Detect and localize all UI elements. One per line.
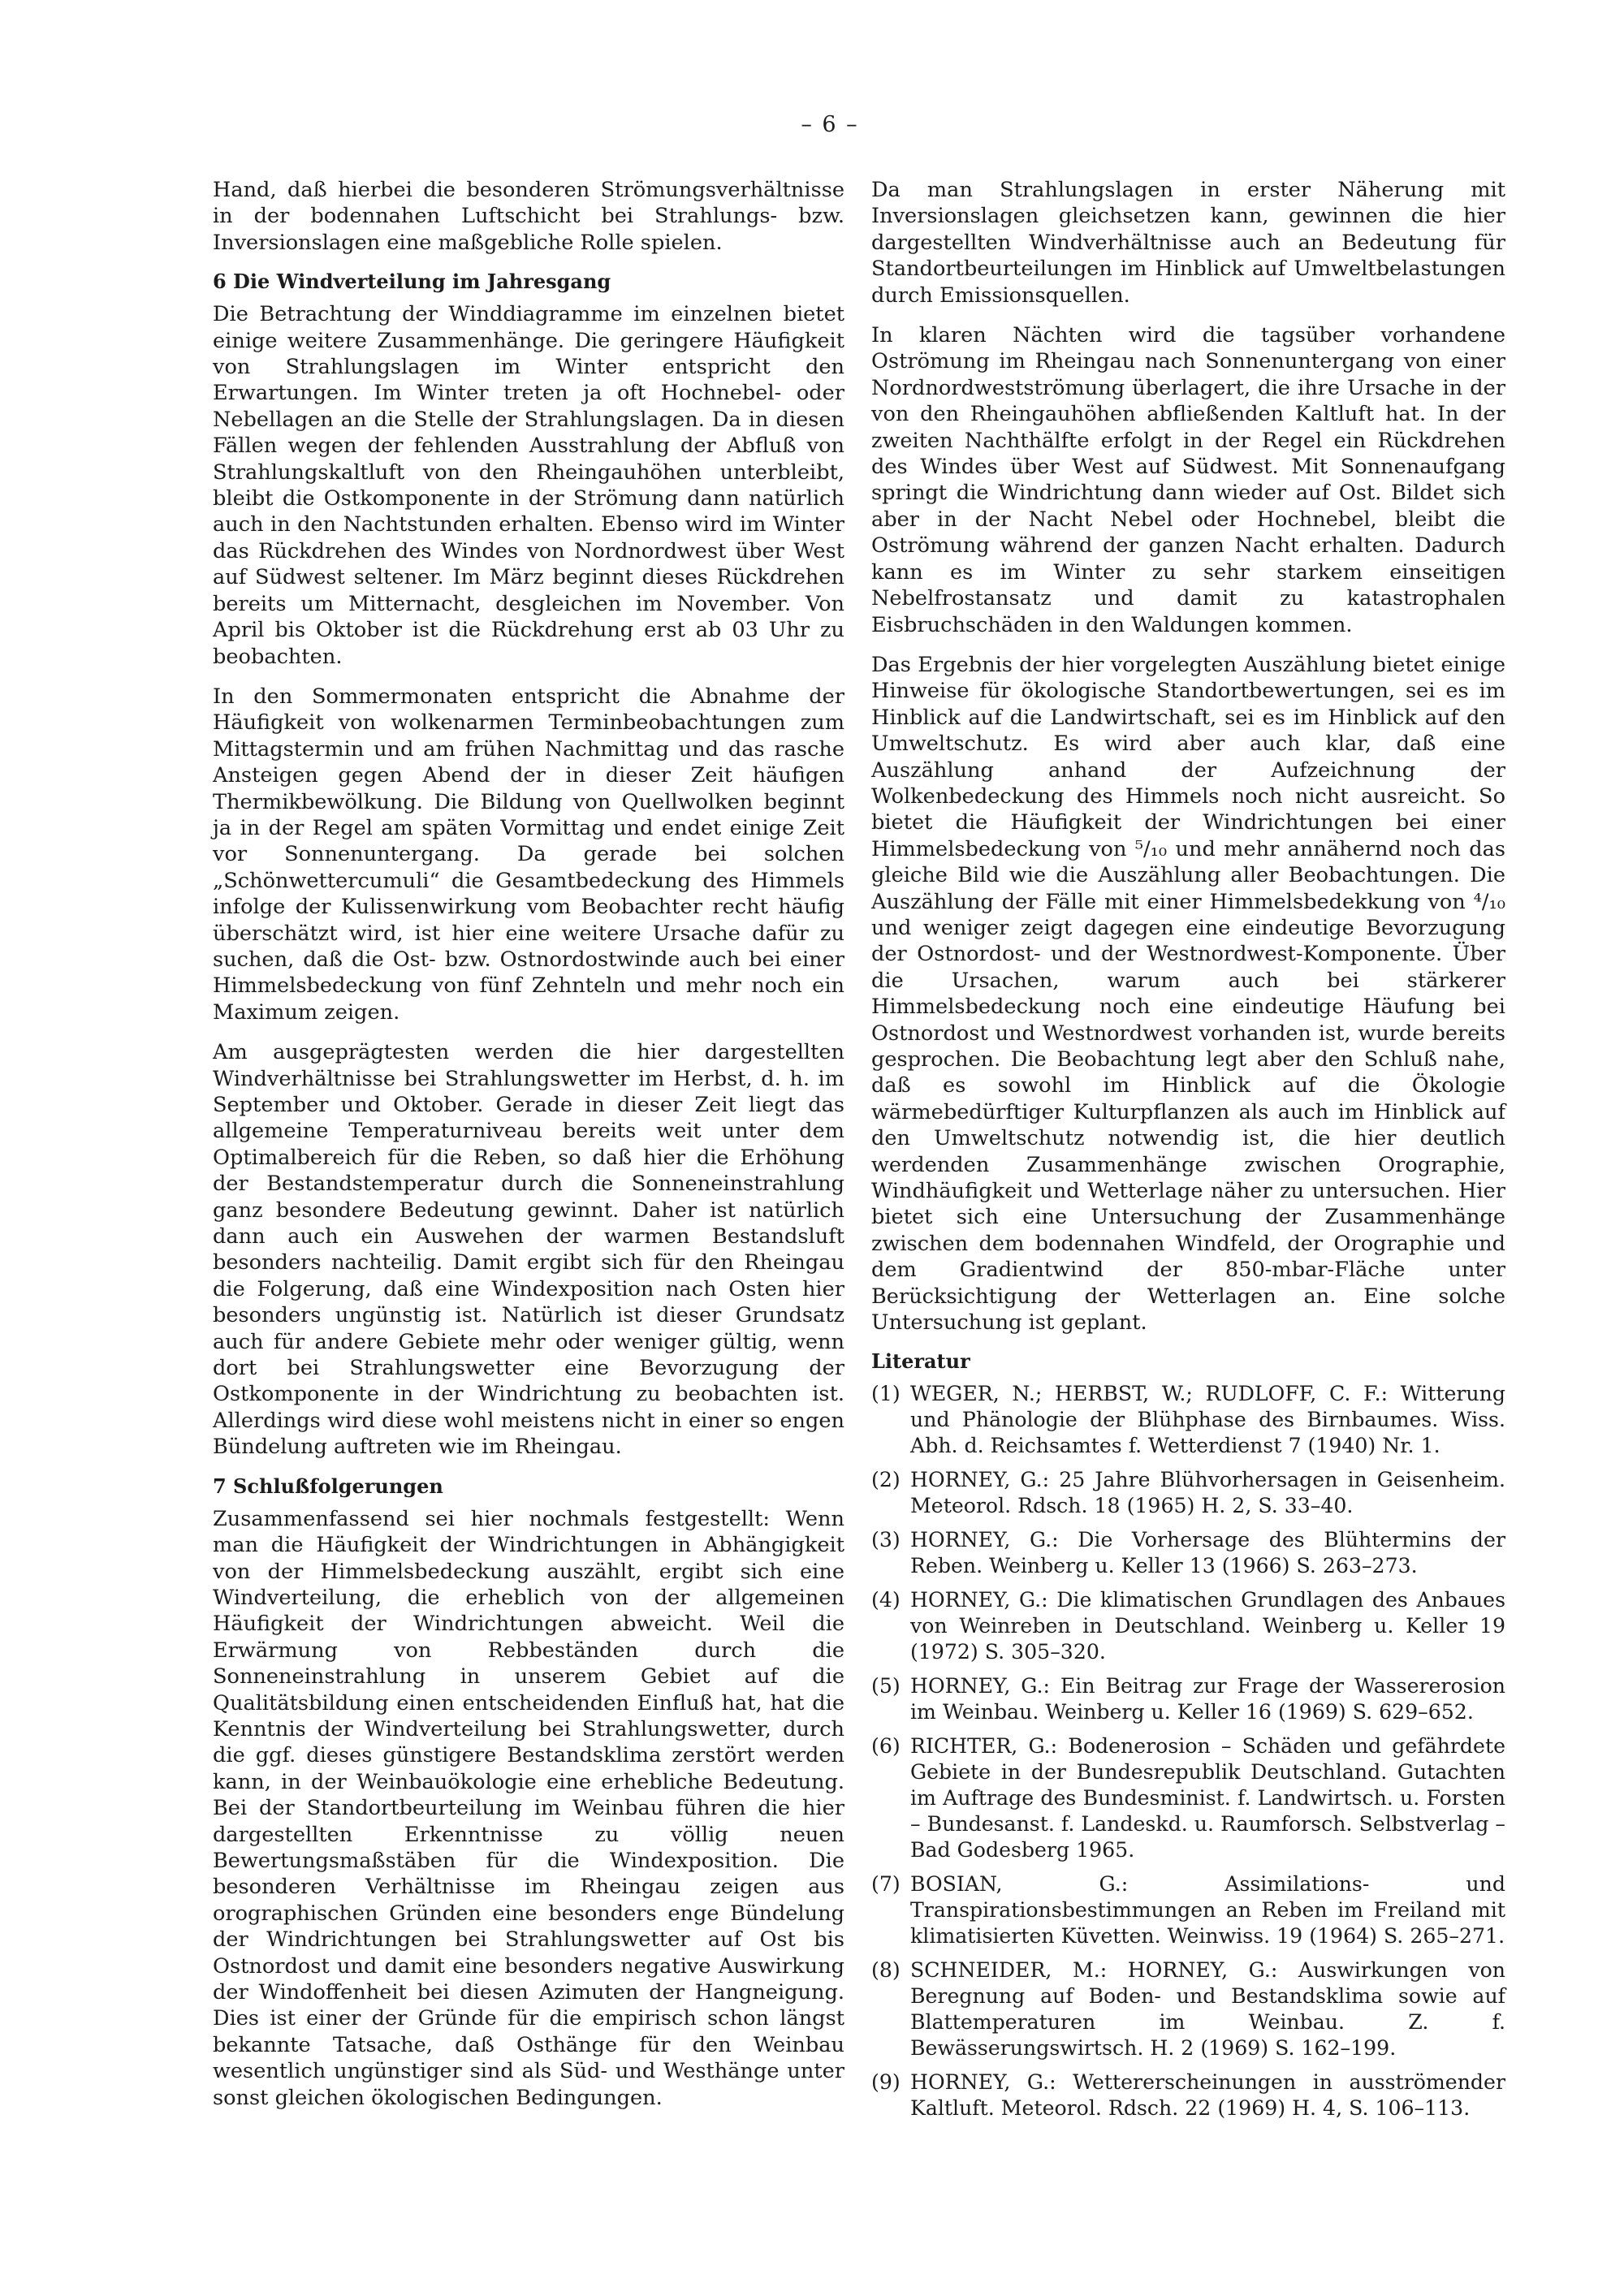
reference-item (871, 1467, 1505, 1519)
reference-number: (2) (871, 1468, 901, 1492)
reference-text: HORNEY, G.: 25 Jahre Blühvorhersagen in Geisenheim. Meteorol. Rdsch. 18 (1965) H. 2, S. 33–40. (910, 1468, 1505, 1518)
reference-item (871, 1673, 1505, 1725)
paragraph: Am ausgeprägtesten werden die hier dargestellten Windverhältnisse bei Strahlungswetter im Herbst, d. h. im September und Oktober. Gerade in dieser Zeit liegt das allgemeine Temperaturniveau bereits weit unter dem Optimalbereich für die Reben, so daß hier die Erhöhung der Bestandstemperatur durch die Sonneneinstrahlung ganz besondere Bedeutung gewinnt. Daher ist natürlich dann auch ein Auswehen der warmen Bestandsluft besonders nachteilig. Damit ergibt sich für den Rheingau die Folgerung, daß eine Windexposition nach Osten hier besonders ungünstig ist. Natürlich ist dieser Grundsatz auch für andere Gebiete mehr oder weniger gültig, wenn dort bei Strahlungswetter eine Bevorzugung der Ostkomponente in der Windrichtung zu beobachten ist. Allerdings wird diese wohl meistens nicht in einer so engen Bündelung auftreten wie im Rheingau. (213, 1040, 844, 1460)
literature-heading: Literatur (871, 1349, 970, 1374)
reference-text: HORNEY, G.: Wettererscheinungen in ausströmender Kaltluft. Meteorol. Rdsch. 22 (1969) H. 4, S. 106–113. (910, 2070, 1505, 2121)
reference-item (871, 1957, 1505, 2061)
paragraph: Das Ergebnis der hier vorgelegten Auszählung bietet einige Hinweise für ökologische Standortbewertungen, sei es im Hinblick auf die Landwirtschaft, sei es im Hinblick auf den Umweltschutz. Es wird aber auch klar, daß eine Auszählung anhand der Aufzeichnung der Wolkenbedeckung des Himmels noch nicht ausreicht. So bietet die Häufigkeit der Windrichtungen bei einer Himmelsbedeckung von ⁵/₁₀ und mehr annähernd noch das gleiche Bild wie die Auszählung aller Beobachtungen. Die Auszählung der Fälle mit einer Himmelsbedekkung von ⁴/₁₀ und weniger zeigt dagegen eine eindeutige Bevorzugung der Ostnordost- und der Westnordwest-Komponente. Über die Ursachen, warum auch bei stärkerer Himmelsbedeckung noch eine eindeutige Häufung bei Ostnordost und Westnordwest vorhanden ist, wurde bereits gesprochen. Die Beobachtung legt aber den Schluß nahe, daß es sowohl im Hinblick auf die Ökologie wärmebedürftiger Kulturpflanzen als auch im Hinblick auf den Umweltschutz notwendig ist, die hier deutlich werdenden Zusammenhänge zwischen Orographie, Windhäufigkeit und Wetterlage näher zu untersuchen. Hier bietet sich eine Untersuchung der Zusammenhänge zwischen dem bodennahen Windfeld, der Orographie und dem Gradientwind der 850-mbar-Fläche unter Berücksichtigung der Wetterlagen an. Eine solche Untersuchung ist geplant. (871, 652, 1505, 1336)
reference-number: (8) (871, 1958, 901, 1983)
section-heading-7: 7 Schlußfolgerungen (213, 1474, 443, 1498)
paragraph: Zusammenfassend sei hier nochmals festgestellt: Wenn man die Häufigkeit der Windrichtungen in Abhängigkeit von der Himmelsbedeckung auszählt, ergibt sich eine Windverteilung, die erheblich von der allgemeinen Häufigkeit der Windrichtungen abweicht. Weil die Erwärmung von Rebbeständen durch die Sonneneinstrahlung in unserem Gebiet auf die Qualitätsbildung einen entscheidenden Einfluß hat, hat die Kenntnis der Windverteilung bei Strahlungswetter, durch die ggf. dieses günstigere Bestandsklima zerstört werden kann, in der Weinbauökologie eine erhebliche Bedeutung. Bei der Standortbeurteilung im Weinbau führen die hier dargestellten Erkenntnisse zu völlig neuen Bewertungsmaßstäben für die Windexposition. Die besonderen Verhältnisse im Rheingau zeigen aus orographischen Gründen eine besonders enge Bündelung der Windrichtungen bei Strahlungswetter auf Ost bis Ostnordost und damit eine besonders negative Auswirkung der Windoffenheit bei diesen Azimuten der Hangneigung. Dies ist einer der Gründe für die empirisch schon längst bekannte Tatsache, daß Osthänge für den Weinbau wesentlich ungünstiger sind als Süd- und Westhänge unter sonst gleichen ökologischen Bedingungen. (213, 1506, 844, 2110)
reference-text: HORNEY, G.: Die Vorhersage des Blühtermins der Reben. Weinberg u. Keller 13 (1966) S. 263–273. (910, 1528, 1505, 1578)
reference-text: HORNEY, G.: Ein Beitrag zur Frage der Wassererosion im Weinbau. Weinberg u. Keller 16 (1969) S. 629–652. (910, 1674, 1505, 1724)
left-column (213, 177, 844, 2119)
reference-number: (3) (871, 1528, 901, 1552)
paragraph: In klaren Nächten wird die tagsüber vorhandene Oströmung im Rheingau nach Sonnenuntergang von einer Nordnordwestströmung überlagert, die ihre Ursache in der von den Rheingauhöhen abfließenden Kaltluft hat. In der zweiten Nachthälfte erfolgt in der Regel ein Rückdrehen des Windes über West auf Südwest. Mit Sonnenaufgang springt die Windrichtung dann wieder auf Ost. Bildet sich aber in der Nacht Nebel oder Hochnebel, bleibt die Oströmung während der ganzen Nacht erhalten. Dadurch kann es im Winter zu sehr starkem einseitigen Nebelfrostansatz und damit zu katastrophalen Eisbruchschäden in den Waldungen kommen. (871, 323, 1505, 637)
paragraph: Die Betrachtung der Winddiagramme im einzelnen bietet einige weitere Zusammenhänge. Die geringere Häufigkeit von Strahlungslagen im Winter entspricht den Erwartungen. Im Winter treten ja oft Hochnebel- oder Nebellagen an die Stelle der Strahlungslagen. Da in diesen Fällen wegen der fehlenden Ausstrahlung der Abfluß von Strahlungskaltluft von den Rheingauhöhen unterbleibt, bleibt die Ostkomponente in der Strömung dann natürlich auch in den Nachtstunden erhalten. Ebenso wird im Winter das Rückdrehen des Windes von Nordnordwest über West auf Südwest seltener. Im März beginnt dieses Rückdrehen bereits um Mitternacht, desgleichen im November. Von April bis Oktober ist die Rückdrehung erst ab 03 Uhr zu beobachten. (213, 302, 844, 669)
paragraph: In den Sommermonaten entspricht die Abnahme der Häufigkeit von wolkenarmen Terminbeobachtungen zum Mittagstermin und am frühen Nachmittag und das rasche Ansteigen gegen Abend der in dieser Zeit häufigen Thermikbewölkung. Die Bildung von Quellwolken beginnt ja in der Regel am späten Vormittag und endet einige Zeit vor Sonnenuntergang. Da gerade bei solchen „Schönwettercumuli“ die Gesamtbedeckung des Himmels infolge der Kulissenwirkung vom Beobachter recht häufig überschätzt wird, ist hier eine weitere Ursache dafür zu suchen, daß die Ost- bzw. Ostnordostwinde auch bei einer Himmelsbedeckung von fünf Zehnteln und mehr noch ein Maximum zeigen. (213, 684, 844, 1025)
reference-item (871, 1381, 1505, 1459)
section-heading-6: 6 Die Windverteilung im Jahresgang (213, 270, 611, 294)
reference-text: WEGER, N.; HERBST, W.; RUDLOFF, C. F.: Witterung und Phänologie der Blühphase des Birnbaumes. Wiss. Abh. d. Reichsamtes f. Wetterdienst 7 (1940) Nr. 1. (910, 1382, 1505, 1458)
reference-number: (5) (871, 1674, 901, 1698)
reference-item (871, 1587, 1505, 1665)
reference-item (871, 2069, 1505, 2121)
reference-number: (1) (871, 1382, 901, 1406)
reference-number: (9) (871, 2070, 901, 2095)
reference-item (871, 1527, 1505, 1579)
reference-text: BOSIAN, G.: Assimilations- und Transpirationsbestimmungen an Reben im Freiland mit klimatisierten Küvetten. Weinwiss. 19 (1964) S. 265–271. (910, 1872, 1505, 1949)
reference-text: SCHNEIDER, M.: HORNEY, G.: Auswirkungen von Beregnung auf Boden- und Bestandsklima sowie auf Blattemperaturen im Weinbau. Z. f. Bewässerungswirtsch. H. 2 (1969) S. 162–199. (910, 1958, 1505, 2061)
reference-item (871, 1871, 1505, 1949)
reference-text: RICHTER, G.: Bodenerosion – Schäden und gefährdete Gebiete in der Bundesrepublik Deutschland. Gutachten im Auftrage des Bundesminist. f. Landwirtsch. u. Forsten – Bundesanst. f. Landeskd. u. Raumforsch. Selbstverlag – Bad Godesberg 1965. (910, 1734, 1505, 1862)
reference-number: (4) (871, 1588, 901, 1612)
paragraph: Hand, daß hierbei die besonderen Strömungsverhältnisse in der bodennahen Luftschicht bei Strahlungs- bzw. Inversionslagen eine maßgebliche Rolle spielen. (213, 178, 844, 255)
reference-text: HORNEY, G.: Die klimatischen Grundlagen des Anbaues von Weinreben in Deutschland. Weinberg u. Keller 19 (1972) S. 305–320. (910, 1588, 1505, 1664)
reference-list (871, 1381, 1505, 2121)
reference-number: (7) (871, 1872, 901, 1897)
reference-number: (6) (871, 1734, 901, 1759)
reference-item (871, 1733, 1505, 1863)
paragraph: Da man Strahlungslagen in erster Näherung mit Inversionslagen gleichsetzen kann, gewinnen die hier dargestellten Windverhältnisse auch an Bedeutung für Standortbeurteilungen im Hinblick auf Umweltbelastungen durch Emissionsquellen. (871, 178, 1505, 308)
right-column (871, 177, 1505, 2130)
page-number: – 6 – (801, 112, 859, 137)
